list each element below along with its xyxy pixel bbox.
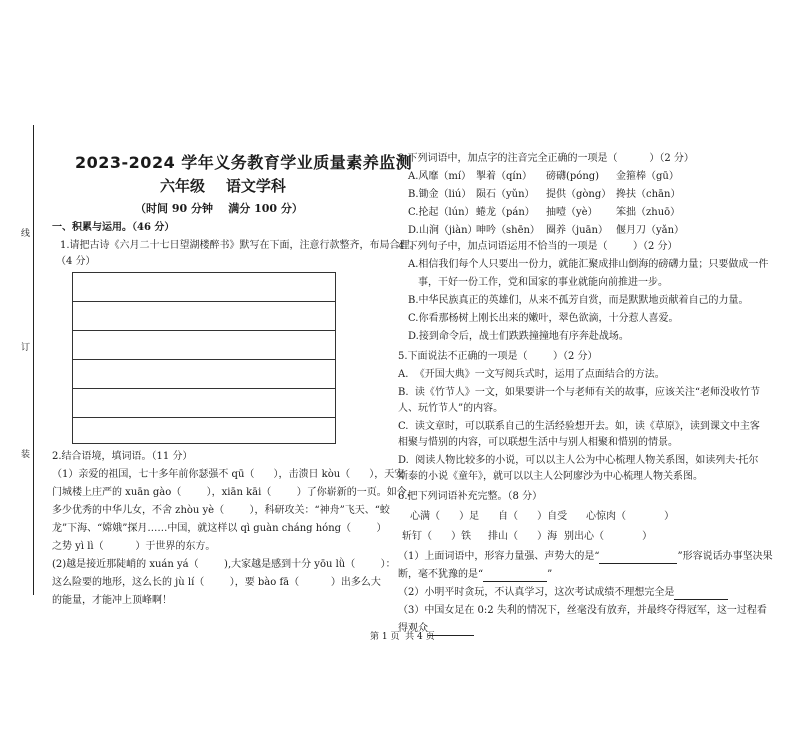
q3-a-4: 金箍棒（gū） [616, 171, 679, 182]
q6-sub1-blank-1[interactable] [599, 552, 677, 564]
q2-line-8: 的能量，才能冲上顶峰啊！ [52, 595, 172, 606]
q2-line-4: 龙”下海、“嫦娥”探月……中国，就这样以 qì guàn cháng hóng（ ） [52, 523, 387, 534]
binding-line [33, 125, 34, 595]
q3-b-3: 提供（gòng） [546, 189, 612, 200]
q6-sub1-text-c: 断，毫不犹豫的是“ [398, 569, 484, 580]
q6-sub3-line1: （3）中国女足在 0:2 失利的情况下，丝毫没有放弃，并最终夺得冠军，这一过程看 [398, 605, 767, 616]
q4-option-d: D.接到命令后，战士们跌跌撞撞地有序奔赴战场。 [408, 331, 629, 342]
q6-sub1-blank-2[interactable] [483, 570, 547, 582]
q4-title: 4.下列句子中，加点词语运用不恰当的一项是（ ）（2 分） [398, 241, 678, 252]
q2-line-6: (2)越是接近那陡峭的 xuán yá（ ),大家越是感到十分 yōu lǜ（ ）： [52, 559, 396, 570]
q2-line-3: 多少优秀的中华儿女，不舍 zhòu yè（ ），科研攻关：“神舟”飞天、“蛟 [52, 505, 390, 516]
q3-c-4: 笨拙（zhuō） [616, 207, 681, 218]
q3-b-1: B.锄金（liú） [408, 189, 472, 200]
exam-subtitle: 六年级 语文学科 [160, 177, 286, 195]
q3-b-2: 陨石（yǔn） [476, 189, 535, 200]
q6-r1-3: 心惊肉（ ） [586, 511, 675, 522]
q6-r2-3: 别出心（ ） [564, 531, 653, 542]
q3-d-3: 圈养（juān） [546, 225, 608, 236]
q2-line-2: 门城楼上庄严的 xuān gào（ ），xiān kāi（ ）了你崭新的一页。如今， [52, 487, 417, 498]
q5-option-a: A. 《开国大典》一文写阅兵式时，运用了点面结合的方法。 [398, 369, 665, 380]
q6-sub1-text-a: （1）上面词语中，形容力量强、声势大的是“ [398, 551, 600, 562]
q3-a-3: 磅礴(póng) [546, 171, 600, 182]
q5-option-b-2: 人、玩竹节人”的内容。 [398, 403, 504, 414]
q4-option-b: B.中华民族真正的英雄们，从来不孤芳自赏，而是默默地贡献着自己的力量。 [408, 295, 749, 306]
exam-info: （时间 90 分钟 满分 100 分） [135, 202, 303, 215]
q6-sub3-text: 得观众 [398, 623, 428, 634]
q5-option-d-2: 斯泰的小说《童年》，就可以以主人公阿廖沙为中心梳理人物关系图。 [398, 471, 703, 482]
q3-b-4: 搀扶（chān） [616, 189, 681, 200]
q6-sub2-line [398, 586, 728, 600]
q2-title: 2.结合语境，填词语。（11 分） [52, 451, 193, 462]
page-number: 第 1 页 共 4 页 [370, 632, 435, 642]
q6-r1-2: 自（ ）自受 [498, 511, 568, 522]
q1-text: 1.请把古诗《六月二十七日望湖楼醉书》默写在下面，注意行款整齐，布局合理。 [60, 240, 420, 251]
q3-d-4: 偃月刀（yǎn） [616, 225, 685, 236]
q4-option-c: C.你看那杨树上刚长出来的嫩叶，翠色欲滴，十分惹人喜爱。 [408, 313, 679, 324]
q5-option-d-1: D. 阅读人物比较多的小说，可以以主人公为中心梳理人物关系图，如读列夫·托尔 [398, 455, 759, 466]
binding-char-xian: 线 [21, 229, 31, 239]
q6-r2-2: 排山（ ）海 [488, 531, 558, 542]
binding-char-zhuang: 装 [21, 450, 31, 460]
q6-sub2-blank[interactable] [674, 588, 728, 600]
q5-title: 5.下面说法不正确的一项是（ ）（2 分） [398, 351, 598, 362]
q6-sub1-text-d: ” [547, 569, 553, 580]
q5-option-c-1: C. 读文章时，可以联系自己的生活经验想开去。如，读《草原》，读到课文中主客 [398, 421, 760, 432]
q2-line-1: （1）亲爱的祖国，七十多年前你瑟强不 qū（ ），击溃日 kòu（ ），天安 [52, 469, 405, 480]
q6-sub1-line1 [398, 550, 773, 564]
section-1-heading: 一、积累与运用。（46 分） [52, 222, 175, 233]
q2-line-7: 这么险要的地形，这么长的 jù lí（ ），要 bào fā（ ）出多么大 [52, 577, 381, 588]
q6-sub2-text: （2）小明平时贪玩，不认真学习，这次考试成绩不理想完全是 [398, 587, 675, 598]
q3-c-1: C.抡起（lún） [408, 207, 475, 218]
poem-writing-lines[interactable] [72, 272, 336, 444]
binding-char-ding: 订 [21, 343, 31, 353]
q3-a-1: A.风靡（mí） [408, 171, 472, 182]
q1-score: （4 分） [56, 256, 96, 267]
q6-r1-1: 心满（ ）足 [410, 511, 480, 522]
q3-d-1: D.山涧（jiàn） [408, 225, 478, 236]
q4-option-a-2: 事，干好一份工作，党和国家的事业就能向前推进一步。 [418, 277, 668, 288]
q6-r2-1: 斩钉（ ）铁 [402, 531, 472, 542]
q5-option-c-2: 相聚与惜别的内容，可以联想生活中与别人相聚和惜别的情景。 [398, 437, 678, 448]
q3-a-2: 掣着（qín） [476, 171, 533, 182]
q3-d-2: 呻吟（shēn） [476, 225, 540, 236]
q6-sub1-line2 [398, 568, 552, 582]
q2-line-5: 之势 yì lì（ ）于世界的东方。 [52, 541, 216, 552]
q4-option-a-1: A.相信我们每个人只要出一份力，就能汇聚成排山倒海的磅礴力量；只要做成一件 [408, 259, 769, 270]
q6-title: 6.把下列词语补充完整。（8 分） [398, 491, 543, 502]
q3-c-2: 蜷龙（pán） [476, 207, 535, 218]
q3-c-3: 抽噎（yè） [546, 207, 598, 218]
q5-option-b-1: B. 读《竹节人》一文，如果要讲一个与老师有关的故事，应该关注“老师没收竹节 [398, 387, 760, 398]
exam-title: 2023-2024 学年义务教育学业质量素养监测 [75, 153, 413, 172]
q3-title: 3.下列词语中，加点字的注音完全正确的一项是（ ）（2 分） [398, 153, 694, 164]
q6-sub1-text-b: ”形容说话办事坚决果 [677, 551, 773, 562]
